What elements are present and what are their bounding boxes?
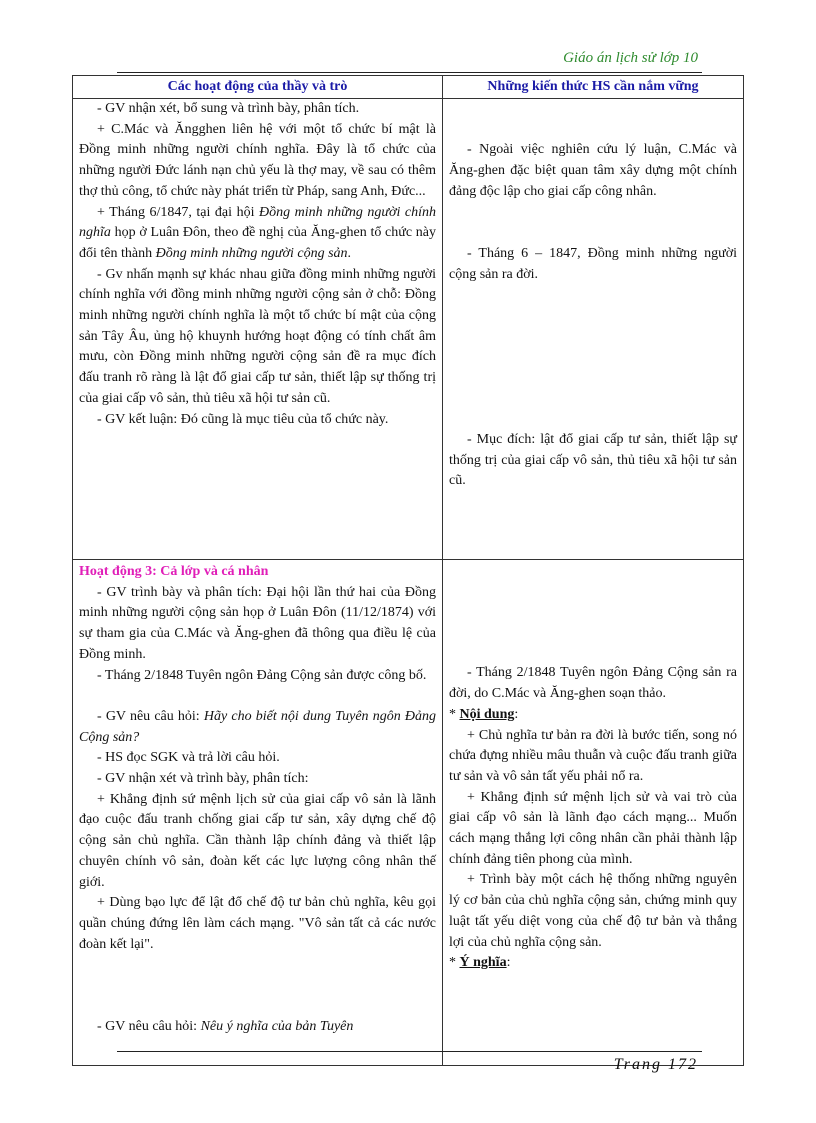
meaning-label: Ý nghĩa [459,955,507,971]
paragraph: - Gv nhấn mạnh sự khác nhau giữa đồng minh những người chính nghĩa với đồng minh những người cộng sản ở chỗ: Đồng minh những người chính nghĩa là một tổ chức bí mật của cộng sản Tây Âu, ủng hộ khuynh hướng hoạt động có tính chất âm mưu, còn Đồng minh những người cộng sản đề ra mục đích đấu tranh rõ ràng là lật đổ giai cấp tư sản, thiết lập sự thống trị của giai cấp vô sản, thủ tiêu xã hội tư sản cũ. [79,266,436,406]
paragraph: - Tháng 6 – 1847, Đồng minh những người cộng sản ra đời. [449,245,737,282]
paragraph [449,953,737,974]
paragraph: + Chủ nghĩa tư bản ra đời là bước tiến, song nó chứa đựng nhiều mâu thuẫn và cuộc đấu tranh giữa tư sản và vô sản tất yếu phải nổ ra. [449,727,737,784]
paragraph [79,1017,436,1038]
header-rule [117,72,702,73]
table-row [73,98,743,559]
knowledge-cell [443,99,743,559]
activity-heading: Hoạt động 3: Cả lớp và cá nhân [79,564,269,579]
paragraph: - Tháng 2/1848 Tuyên ngôn Đảng Cộng sản ra đời, do C.Mác và Ăng-ghen soạn thảo. [449,665,737,702]
text-run: : [514,706,519,722]
paragraph [79,707,436,748]
paragraph: - GV nhận xét, bổ sung và trình bày, phân tích. [97,101,360,116]
paragraph: + C.Mác và Ăngghen liên hệ với một tổ chức bí mật là Đồng minh những người chính nghĩa. Đây là tổ chức của những người Đức lánh nạn chủ yếu là thợ may, về sau có thêm thợ thủ công, tổ chức này phát triển từ Pháp, sang Anh, Đức... [79,121,436,199]
paragraph: - GV trình bày và phân tích: Đại hội lần thứ hai của Đồng minh những người cộng sản họp ở Luân Đôn (11/12/1874) với sự tham gia của C.Mác và Ăng-ghen đã thông qua điều lệ của Đồng minh. [79,584,436,662]
paragraph: + Dùng bạo lực để lật đổ chế độ tư bản chủ nghĩa, kêu gọi quần chúng đứng lên làm cách mạng. "Vô sản tất cả các nước đoàn kết lại". [79,895,436,952]
knowledge-cell [443,560,743,1065]
col2-header: Những kiến thức HS cần nắm vững [487,79,699,94]
footer-rule [117,1051,702,1052]
content-label: Nội dung [459,706,515,722]
italic-text: Đồng minh những người cộng sản [155,245,348,261]
paragraph: + Trình bày một cách hệ thống những nguyên lý cơ bản của chủ nghĩa cộng sản, chứng minh quy luật tất yếu diệt vong của chế độ tư bản và thắng lợi của chủ nghĩa cộng sản. [449,872,737,950]
lesson-table [72,75,744,1066]
paragraph: - HS đọc SGK và trả lời câu hỏi. [97,750,280,766]
teacher-activities-cell [73,99,443,559]
text-run: - GV nêu câu hỏi: [97,1019,201,1035]
paragraph: - Ngoài việc nghiên cứu lý luận, C.Mác và Ăng-ghen đặc biệt quan tâm xây dựng một chính đảng độc lập cho giai cấp công nhân. [449,142,737,199]
text-run: * [449,706,460,722]
page-number: Trang 172 [613,1056,698,1073]
paragraph: + Khẳng định sứ mệnh lịch sử của giai cấp vô sản là lãnh đạo cuộc đấu tranh chống giai cấp tư sản, xây dựng chế độ cộng sản chủ nghĩa. Cần thành lập chính đảng và thiết lập chuyên chính vô sản, đoàn kết các lực lượng công nhân thế giới. [79,791,436,890]
document-header-title: Giáo án lịch sử lớp 10 [563,50,698,66]
table-header-row [73,76,743,98]
paragraph [79,203,436,265]
paragraph: - GV kết luận: Đó cũng là mục tiêu của tổ chức này. [97,411,389,427]
paragraph: + Khẳng định sứ mệnh lịch sử và vai trò của giai cấp vô sản là lãnh đạo cách mạng... Muốn cách mạng thắng lợi công nhân cần phải thành lập chính đảng tiên phong của mình. [449,789,737,867]
text-run: họp ở Luân Đôn, theo đề nghị của Ăng-ghen tổ chức này đổi tên thành [79,225,436,261]
teacher-activities-cell [73,560,443,1065]
paragraph: - Mục đích: lật đổ giai cấp tư sản, thiết lập sự thống trị của giai cấp vô sản, thủ tiêu xã hội tư sản cũ. [449,432,737,489]
italic-text: Hãy cho biết nội dung Tuyên ngôn Đảng Cộng sản? [79,708,436,745]
table-row [73,559,743,1065]
italic-text: Nêu ý nghĩa của bản Tuyên [200,1019,354,1035]
italic-text: Đồng minh những người chính nghĩa [79,204,436,241]
col1-header: Các hoạt động của thầy và trò [73,76,443,98]
text-run: . [347,245,352,261]
paragraph: - Tháng 2/1848 Tuyên ngôn Đảng Cộng sản được công bố. [97,667,427,683]
text-run: : [506,955,511,971]
paragraph [449,705,737,726]
text-run: + Tháng 6/1847, tại đại hội [97,204,259,220]
paragraph: - GV nhận xét và trình bày, phân tích: [97,771,309,787]
text-run: - GV nêu câu hỏi: [97,708,204,724]
text-run: * [449,955,460,971]
